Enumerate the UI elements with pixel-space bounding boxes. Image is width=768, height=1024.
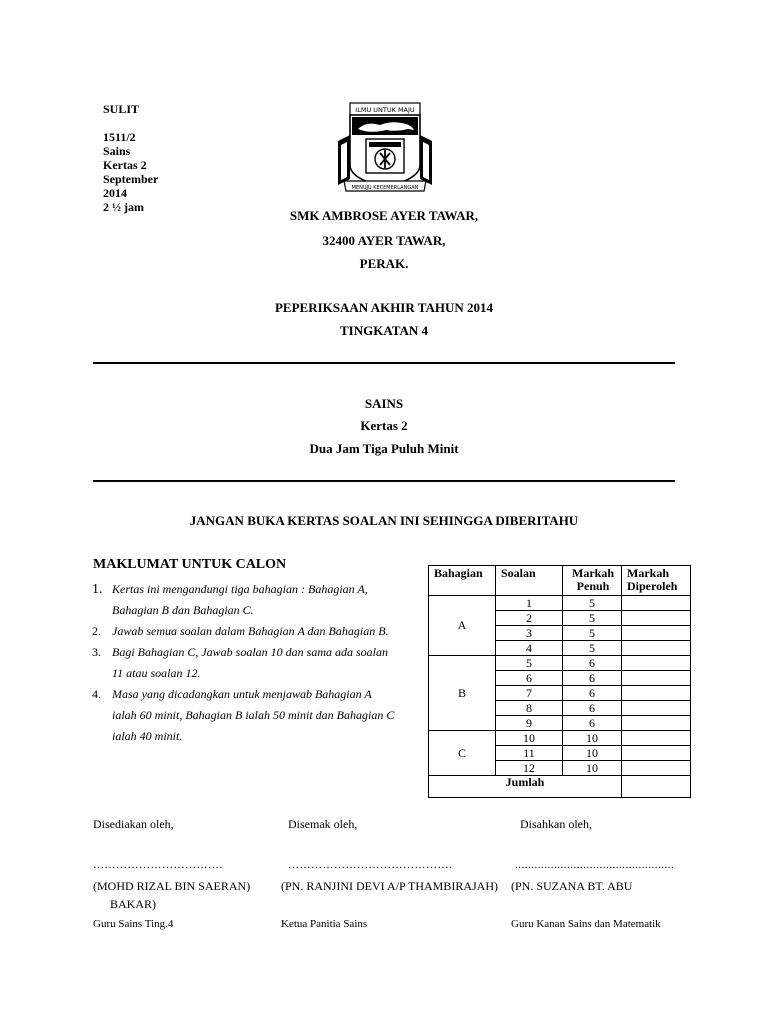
section-c: C	[429, 731, 496, 776]
instruction-item: 2. Jawab semua soalan dalam Bahagian A dan Bahagian B.	[92, 624, 389, 638]
signatory-role: Guru Sains Ting.4	[93, 918, 174, 930]
signatory-name: (PN. SUZANA BT. ABU	[511, 879, 633, 893]
paper-code: 1511/2	[103, 130, 136, 144]
instruction-item: 11 atau soalan 12.	[112, 666, 201, 680]
marks-table	[428, 565, 691, 798]
exam-form: TINGKATAN 4	[340, 323, 428, 338]
confidential-label: SULIT	[103, 102, 140, 116]
instructions-title: MAKLUMAT UNTUK CALON	[93, 557, 287, 572]
score-cell[interactable]	[622, 701, 691, 716]
instruction-item: 1. Kertas ini mengandungi tiga bahagian : Bahagian A,	[92, 582, 368, 597]
table-header-row	[429, 566, 691, 596]
instruction-item: 3. Bagi Bahagian C, Jawab soalan 10 dan sama ada soalan	[92, 645, 389, 659]
instruction-item: Bahagian B dan Bahagian C.	[112, 603, 254, 617]
signature-line: .................................................	[515, 859, 675, 871]
instruction-item: 4. Masa yang dicadangkan untuk menjawab Bahagian A	[92, 687, 372, 701]
crest-motto-top: ILMU UNTUK MAJU	[355, 106, 415, 114]
warning-text: JANGAN BUKA KERTAS SOALAN INI SEHINGGA DIBERITAHU	[189, 513, 579, 528]
score-cell[interactable]	[622, 641, 691, 656]
checked-by-label: Disemak oleh,	[288, 817, 358, 831]
header-bahagian: Bahagian	[429, 566, 496, 596]
score-cell[interactable]	[622, 611, 691, 626]
meta-month: September	[103, 172, 159, 186]
exam-meta	[103, 102, 158, 214]
table-row: 8 6	[429, 701, 691, 716]
table-row: 2 5	[429, 611, 691, 626]
instruction-item: ialah 40 minit.	[112, 729, 183, 743]
signatory-name: (MOHD RIZAL BIN SAERAN)	[93, 879, 251, 893]
signatory-role: Ketua Panitia Sains	[281, 918, 368, 930]
school-state: PERAK.	[359, 256, 409, 271]
score-cell[interactable]	[622, 761, 691, 776]
school-crest-icon	[336, 101, 434, 193]
signature-line: …………………………………….	[288, 859, 453, 871]
divider-bottom	[93, 480, 675, 482]
signatory-name: (PN. RANJINI DEVI A/P THAMBIRAJAH)	[281, 879, 499, 893]
divider-top	[93, 362, 675, 364]
table-row: C 10 10	[429, 731, 691, 746]
score-cell[interactable]	[622, 596, 691, 611]
paper-subject: SAINS	[364, 396, 404, 411]
header-soalan: Soalan	[496, 566, 563, 596]
section-a: A	[429, 596, 496, 656]
total-row	[429, 776, 691, 798]
score-cell[interactable]	[622, 731, 691, 746]
paper-number: Kertas 2	[360, 418, 408, 433]
header-markah-diperoleh: Markah Diperoleh	[622, 566, 691, 596]
score-cell[interactable]	[622, 686, 691, 701]
meta-year: 2014	[103, 186, 127, 200]
table-row: 6 6	[429, 671, 691, 686]
instructions-list	[92, 579, 422, 747]
table-row: A 1 5	[429, 596, 691, 611]
table-row: 7 6	[429, 686, 691, 701]
header-markah-penuh: Markah Penuh	[563, 566, 622, 596]
section-b: B	[429, 656, 496, 731]
signatory-name-cont: BAKAR)	[110, 897, 157, 911]
score-cell[interactable]	[622, 656, 691, 671]
table-row: B 5 6	[429, 656, 691, 671]
signature-line: …………………………….	[93, 859, 223, 871]
score-cell[interactable]	[622, 671, 691, 686]
total-score-cell[interactable]	[622, 776, 691, 798]
meta-subject: Sains	[103, 144, 131, 158]
school-postcode: 32400 AYER TAWAR,	[322, 233, 446, 248]
score-cell[interactable]	[622, 716, 691, 731]
table-row: 3 5	[429, 626, 691, 641]
total-label: Jumlah	[429, 776, 622, 798]
signatory-role: Guru Kanan Sains dan Matematik	[511, 918, 661, 930]
approved-by-label: Disahkan oleh,	[520, 817, 592, 831]
score-cell[interactable]	[622, 626, 691, 641]
table-row: 9 6	[429, 716, 691, 731]
paper-duration: Dua Jam Tiga Puluh Minit	[309, 441, 459, 456]
instruction-item: ialah 60 minit, Bahagian B ialah 50 minit dan Bahagian C	[112, 708, 395, 722]
crest-motto-bottom: MENUJU KECEMERLANGAN	[351, 185, 419, 191]
meta-duration: 2 ½ jam	[103, 200, 144, 214]
exam-title: PEPERIKSAAN AKHIR TAHUN 2014	[274, 300, 494, 315]
table-row: 4 5	[429, 641, 691, 656]
score-cell[interactable]	[622, 746, 691, 761]
table-row: 11 10	[429, 746, 691, 761]
school-name: SMK AMBROSE AYER TAWAR,	[289, 208, 479, 223]
meta-paper: Kertas 2	[103, 158, 147, 172]
prepared-by-label: Disediakan oleh,	[93, 817, 174, 831]
table-row: 12 10	[429, 761, 691, 776]
